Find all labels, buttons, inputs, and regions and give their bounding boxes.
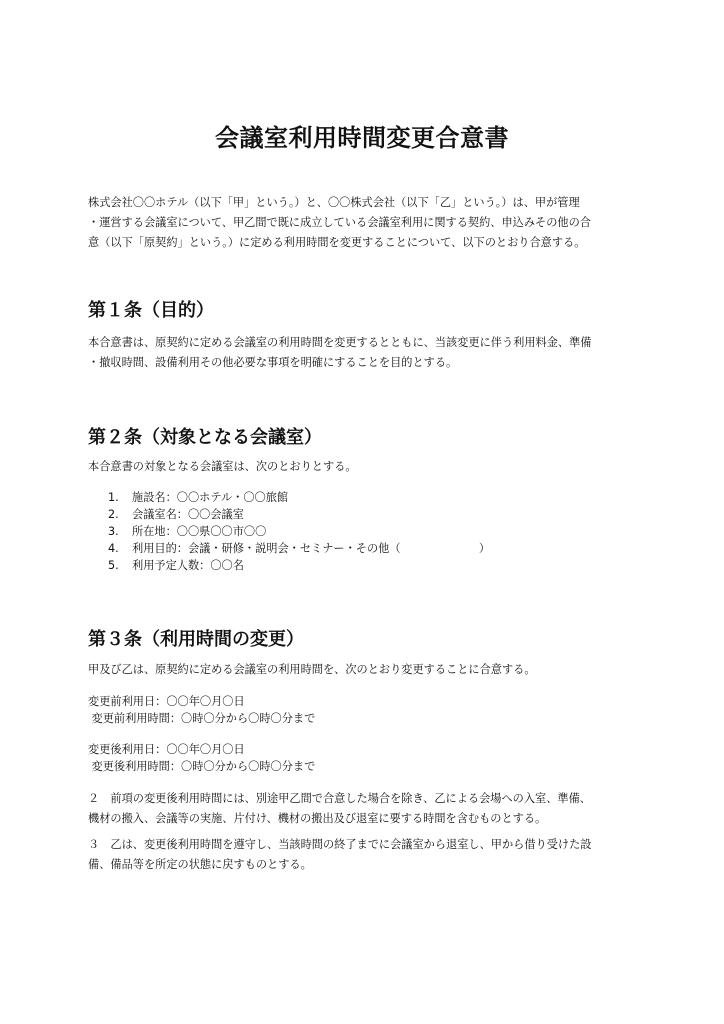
list-text: 所在地：〇〇県〇〇市〇〇	[132, 525, 267, 538]
list-item	[108, 557, 490, 574]
clause-3-line: ３ 乙は、変更後利用時間を遵守し、当該時間の終了までに会議室から退室し、甲から借り受けた設	[88, 838, 592, 851]
clause-2-line: ２ 前項の変更後利用時間には、別途甲乙間で合意した場合を除き、乙による会場への入室、準備、	[88, 792, 591, 805]
preamble	[88, 193, 640, 253]
preamble-line: ・運営する会議室について、甲乙間で既に成立している会議室利用に関する契約、申込みその他の合	[88, 216, 591, 229]
clause-2	[88, 789, 640, 829]
article2-heading: 第２条（対象となる会議室）	[88, 427, 322, 448]
article3-heading: 第３条（利用時間の変更）	[88, 629, 304, 650]
before-time: 変更前利用時間：〇時〇分から〇時〇分まで	[88, 712, 316, 725]
article3-intro: 甲及び乙は、原契約に定める会議室の利用時間を、次のとおり変更することに合意する。	[88, 663, 536, 676]
list-text: 利用予定人数：〇〇名	[132, 559, 244, 572]
clause-2-line: 機材の搬入、会議等の実施、片付け、機材の搬出及び退室に要する時間を含むものとする。	[88, 812, 547, 825]
room-details-list	[108, 489, 490, 574]
list-item	[108, 523, 490, 540]
article1-body-line: 本合意書は、原契約に定める会議室の利用時間を変更するとともに、当該変更に伴う利用料金、準備	[88, 336, 592, 349]
list-number: 3.	[108, 525, 119, 538]
preamble-line: 意（以下「原契約」という。）に定める利用時間を変更することについて、以下のとおり合意する。	[88, 236, 586, 249]
preamble-line: 株式会社〇〇ホテル（以下「甲」という。）と、〇〇株式会社（以下「乙」という。）は、甲が管理	[88, 196, 580, 209]
list-item	[108, 540, 490, 557]
article1-body	[88, 333, 640, 373]
article1-body-line: ・撤収時間、設備利用その他必要な事項を明確にすることを目的とする。	[88, 356, 458, 369]
article2-intro: 本合意書の対象となる会議室は、次のとおりとする。	[88, 460, 357, 473]
list-text: 利用目的：会議・研修・説明会・セミナー・その他（ ）	[132, 542, 491, 555]
after-time: 変更後利用時間：〇時〇分から〇時〇分まで	[88, 760, 316, 773]
list-text: 施設名：〇〇ホテル・〇〇旅館	[132, 491, 289, 504]
article1-heading: 第１条（目的）	[88, 300, 214, 321]
list-number: 2.	[108, 508, 119, 521]
before-date: 変更前利用日：〇〇年〇月〇日	[88, 695, 245, 708]
list-number: 5.	[108, 559, 119, 572]
list-number: 1.	[108, 491, 119, 504]
document-title: 会議室利用時間変更合意書	[215, 124, 509, 152]
clause-3-line: 備、備品等を所定の状態に戻すものとする。	[88, 858, 312, 871]
list-text: 会議室名：〇〇会議室	[132, 508, 244, 521]
clause-3	[88, 835, 640, 875]
after-date: 変更後利用日：〇〇年〇月〇日	[88, 743, 245, 756]
list-item	[108, 506, 490, 523]
list-item	[108, 489, 490, 506]
list-number: 4.	[108, 542, 119, 555]
